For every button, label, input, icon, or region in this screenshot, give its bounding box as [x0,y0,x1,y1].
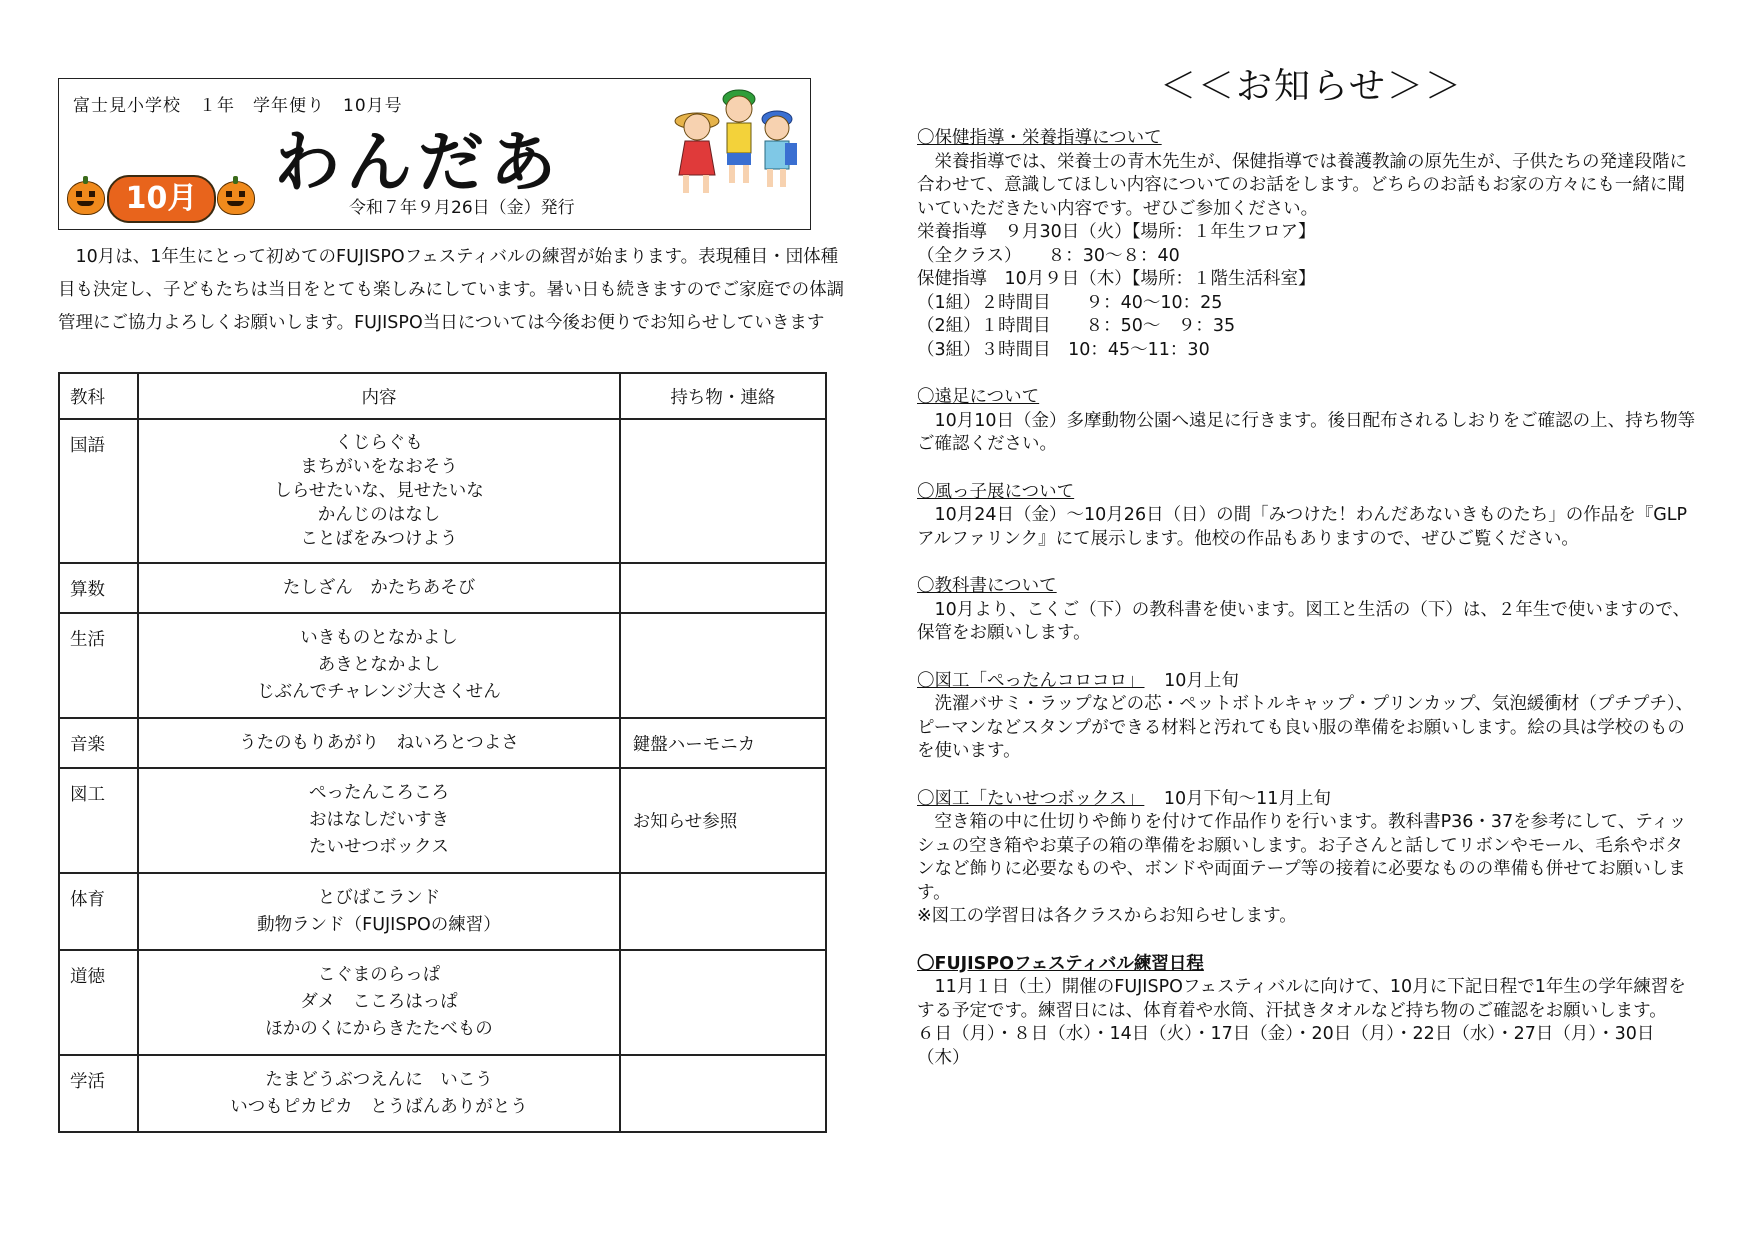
notice-health [917,127,1697,362]
content-line: ほかのくにからきたたべもの [265,1019,493,1039]
schedule-line: （1組）２時間目 ９：40～10：25 [917,292,1223,313]
content-line: かんじのはなし [317,505,441,525]
notice-title: 〇風っ子展について [917,481,1075,502]
subject-cell: 道徳 [59,950,138,1055]
subject-cell: 体育 [59,873,138,950]
content-line: ことばをみつけよう [300,529,458,549]
notice-art-stamp [917,670,1697,764]
notice-title-row [917,788,1697,812]
content-line: 動物ランド（FUJISPOの練習） [257,914,501,935]
notices-heading: ＜＜お知らせ＞＞ [1160,66,1463,107]
notice-title: 〇遠足について [917,387,1040,407]
content-line: いきものとなかよし [300,628,458,648]
issue-date: 令和７年９月26日（金）発行 [349,198,575,218]
subject-table [58,372,827,1133]
intro-paragraph: 10月は、1年生にとって初めてのFUJISPOフェスティバルの練習が始まります。表現種目・団体種目も決定し、子どもたちは当日をとても楽しみにしています。暑い日も続きますのでご家庭での体調管理にご協力よろしくお願いします。FUJISPO当日については今後お便りでお知らせしていきます [58,247,845,333]
content-line: まちがいをなおそう [300,457,458,477]
subject-cell: 算数 [59,563,138,613]
subject-cell: 生活 [59,613,138,718]
schedule-line: 栄養指導 ９月30日（火）【場所：１年生フロア】 [917,222,1316,242]
pumpkin-right-icon [217,181,255,215]
notice-title: 〇FUJISPOフェスティバル練習日程 [917,953,1204,974]
schedule-line: （2組）１時間目 ８：50～ ９：35 [917,316,1236,336]
month-badge: 10月 [107,175,216,223]
content-line: くじらぐも [335,433,423,453]
items-cell [620,563,826,613]
newsletter-header [58,78,811,230]
subject-cell: 図工 [59,768,138,873]
content-cell [138,950,620,1055]
table-row [59,873,826,950]
items-cell [620,950,826,1055]
content-line: いつもピカピカ とうばんありがとう [230,1096,528,1117]
school-line: 富士見小学校 １年 学年便り 10月号 [73,96,403,116]
items-cell [620,419,826,563]
table-row [59,768,826,873]
subject-cell: 国語 [59,419,138,563]
table-row [59,563,826,613]
children-illustration [659,83,804,203]
content-cell [138,563,620,613]
content-line: たしざん かたちあそび [282,578,476,598]
content-line: たいせつボックス [309,837,449,857]
schedule-line: 保健指導 10月９日（木）【場所：１階生活科室】 [917,269,1316,289]
content-line: ぺったんころころ [308,783,449,803]
schedule-line: （3組）３時間目 10：45～11：30 [917,339,1210,360]
notice-period: 10月下旬～11月上旬 [1163,788,1331,809]
table-row [59,1055,826,1132]
notice-title: 〇図工「ぺったんコロコロ」 [917,670,1145,691]
items-cell [620,613,826,718]
content-cell [138,613,620,718]
content-line: ダメ こころはっぱ [300,992,458,1012]
content-cell [138,1055,620,1132]
header-content: 内容 [138,373,620,419]
notice-body: 空き箱の中に仕切りや飾りを付けて作品作りを行います。教科書P36・37を参考にして、ティッシュの空き箱やお菓子の箱の準備をお願いします。お子さんと話してリボンやモール、毛糸やボタンなど飾りに必要なものや、ボンドや両面テープ等の接着に必要なものの準備も併せてお願いします。 [917,812,1687,903]
items-cell: お知らせ参照 [620,768,826,873]
subject-cell: 音楽 [59,718,138,768]
header-subject: 教科 [59,373,138,419]
content-line: とびばこランド [317,887,441,908]
notice-body: 栄養指導では、栄養士の青木先生が、保健指導では養護教諭の原先生が、子供たちの発達段階に合わせて、意識してほしい内容についてのお話をします。どちらのお話もお家の方々にも一緒に聞いていただきたい内容です。ぜひご参加ください。 [917,151,1687,219]
notice-fujispo [917,953,1697,1071]
content-cell [138,768,620,873]
items-cell [620,1055,826,1132]
table-header-row [59,373,826,419]
notice-art-box [917,788,1697,929]
notice-body: 10月24日（金）～10月26日（日）の間「みつけた！わんだあないきものたち」の作品を『GLPアルファリンク』にて展示します。他校の作品もありますので、ぜひご覧ください。 [917,505,1688,549]
notice-note: ※図工の学習日は各クラスからお知らせします。 [917,906,1297,926]
notice-title: 〇図工「たいせつボックス」 [917,788,1145,809]
pumpkin-left-icon [67,181,105,215]
notice-body: 10月10日（金）多摩動物公園へ遠足に行きます。後日配布されるしおりをご確認の上、持ち物等ご確認ください。 [917,410,1696,454]
schedule-line: （全クラス） ８：30～８：40 [917,245,1180,266]
notice-excursion [917,386,1697,457]
header-items: 持ち物・連絡 [620,373,826,419]
table-row [59,718,826,768]
notice-exhibition [917,481,1697,552]
content-line: こぐまのらっぱ [317,965,441,985]
content-line: うたのもりあがり ねいろとつよさ [239,733,519,753]
newsletter-title: わんだあ [274,124,562,201]
items-cell: 鍵盤ハーモニカ [620,718,826,768]
content-cell [138,718,620,768]
content-line: たまどうぶつえんに いこう [265,1069,493,1090]
notices-list [917,127,1697,1094]
notice-body: 10月より、こくご（下）の教科書を使います。図工と生活の（下）は、２年生で使いますので、保管をお願いします。 [917,599,1691,643]
content-line: じぶんでチャレンジ大さくせん [257,682,501,702]
table-row [59,613,826,718]
content-line: しらせたいな、見せたいな [274,481,484,501]
notice-title: 〇保健指導・栄養指導について [917,128,1162,148]
notice-textbook [917,575,1697,646]
content-cell [138,419,620,563]
notice-body: 11月１日（土）開催のFUJISPOフェスティバルに向けて、10月に下記日程で1年生の学年練習をする予定です。練習日には、体育着や水筒、汗拭きタオルなど持ち物のご確認をお願いします。 [917,977,1686,1021]
items-cell [620,873,826,950]
content-line: おはなしだいすき [308,810,449,830]
content-line: あきとなかよし [317,655,441,675]
notice-period: 10月上旬 [1164,670,1239,691]
notice-title-row [917,670,1697,694]
table-row [59,419,826,563]
subject-cell: 学活 [59,1055,138,1132]
practice-dates: ６日（月）・８日（水）・14日（火）・17日（金）・20日（月）・22日（水）・27日（月）・30日（木） [917,1024,1655,1068]
notice-title: 〇教科書について [917,576,1057,596]
table-row [59,950,826,1055]
content-cell [138,873,620,950]
notice-body: 洗濯バサミ・ラップなどの芯・ペットボトルキャップ・プリンカップ、気泡緩衝材（プチプチ）、ピーマンなどスタンプができる材料と汚れても良い服の準備をお願いします。絵の具は学校のものを使います。 [917,694,1694,761]
